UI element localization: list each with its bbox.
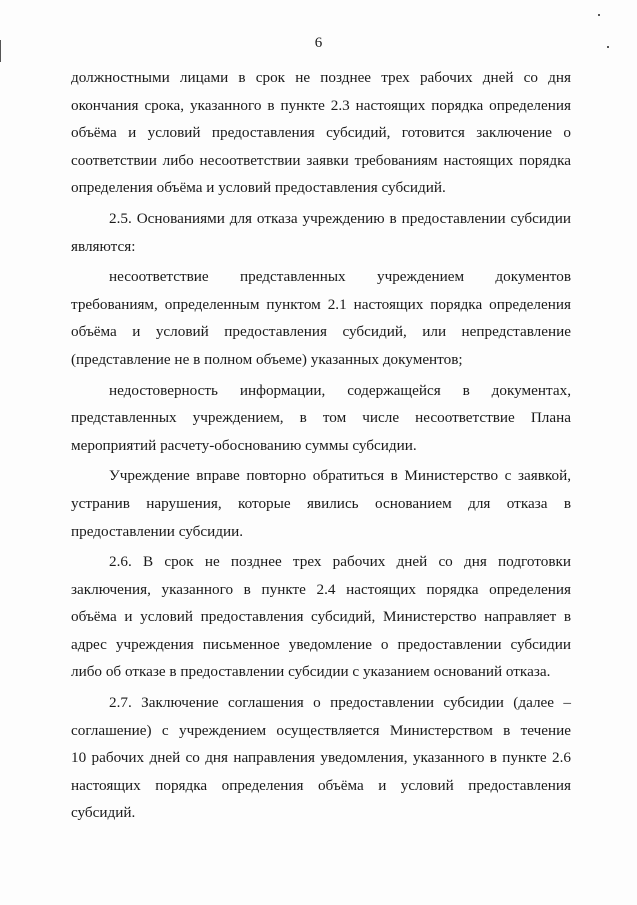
body-text: [71, 64, 571, 827]
text-line: адрес учреждения письменное уведомление о предоставлении субсидии: [71, 635, 571, 653]
text-line: мероприятий расчету-обоснованию суммы субсидии.: [71, 436, 417, 454]
paragraph: [71, 263, 571, 373]
text-line: окончания срока, указанного в пункте 2.3 настоящих порядка определения: [71, 96, 571, 114]
text-line: являются:: [71, 237, 136, 255]
text-line: настоящих порядка определения объёма и условий предоставления: [71, 776, 571, 794]
text-line: соответствии либо несоответствии заявки требованиям настоящих порядка: [71, 151, 571, 169]
text-line: устранив нарушения, которые явились основанием для отказа в: [71, 494, 571, 512]
text-line: Учреждение вправе повторно обратиться в Министерство с заявкой,: [109, 467, 571, 485]
scan-mark: [607, 46, 609, 48]
text-line: недостоверность информации, содержащейся в документах,: [109, 381, 571, 399]
paragraph: [71, 462, 571, 545]
text-line: 2.5. Основаниями для отказа учреждению в предоставлении субсидии: [109, 209, 571, 227]
text-line: 2.7. Заключение соглашения о предоставлении субсидии (далее –: [109, 694, 571, 712]
text-line: соглашение) с учреждением осуществляется Министерством в течение: [71, 721, 571, 739]
text-line: должностными лицами в срок не позднее трех рабочих дней со дня: [71, 69, 571, 86]
text-line: предоставлении субсидии.: [71, 522, 244, 540]
text-line: 2.6. В срок не позднее трех рабочих дней со дня подготовки: [109, 553, 571, 571]
text-line: объёма и условий предоставления субсидий, готовится заключение о: [71, 124, 571, 142]
text-line: несоответствие представленных учреждением документов: [109, 268, 571, 286]
text-line: определения объёма и условий предоставления субсидий.: [71, 179, 446, 197]
paragraph: [71, 377, 571, 460]
paragraph: [71, 548, 571, 686]
scan-mark: [598, 14, 600, 16]
text-line: требованиям, определенным пунктом 2.1 настоящих порядка определения: [71, 295, 571, 313]
paragraph: [71, 689, 571, 827]
text-line: объёма и условий предоставления субсидий, Министерство направляет в: [71, 608, 571, 626]
text-line: представленных учреждением, в том числе несоответствие Плана: [71, 409, 571, 427]
page-number: 6: [314, 35, 323, 51]
text-line: (представление не в полном объеме) указанных документов;: [71, 350, 463, 368]
paragraph: [71, 64, 571, 202]
text-line: 10 рабочих дней со дня направления уведомления, указанного в пункте 2.6: [71, 749, 571, 767]
text-line: объёма и условий предоставления субсидий, или непредставление: [71, 323, 571, 341]
text-line: субсидий.: [71, 804, 136, 822]
text-line: либо об отказе в предоставлении субсидии с указанием оснований отказа.: [71, 663, 551, 681]
scan-mark: [0, 40, 1, 62]
text-line: заключения, указанного в пункте 2.4 настоящих порядка определения: [71, 580, 571, 598]
paragraph: [71, 205, 571, 260]
